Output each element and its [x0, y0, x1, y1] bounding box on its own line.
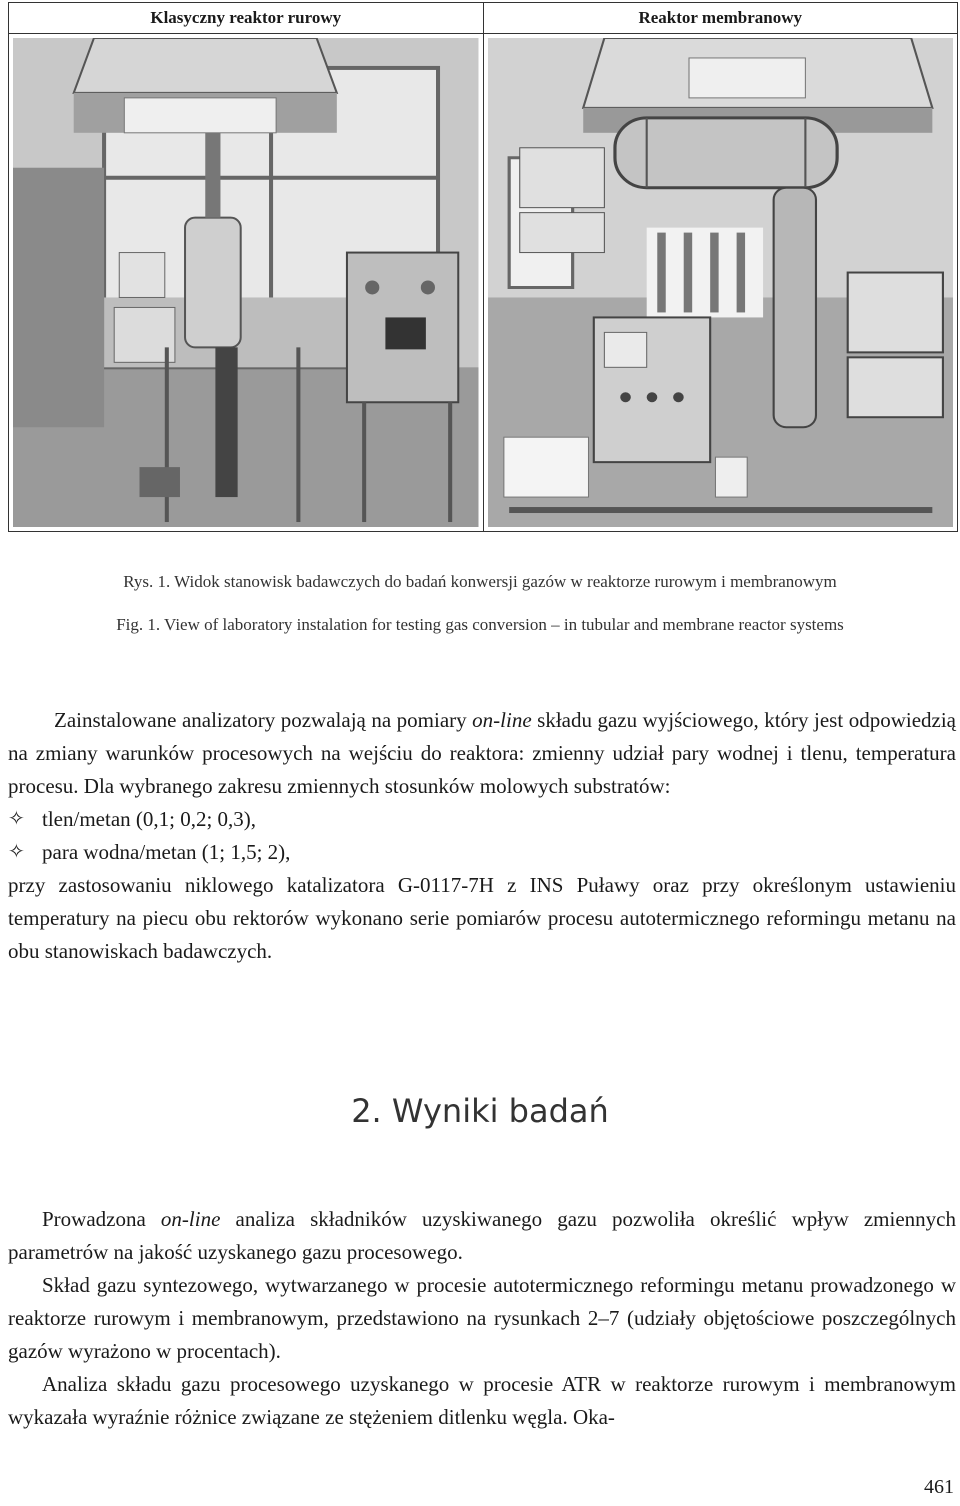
- paragraph-analyzers: [8, 704, 956, 968]
- results-paragraph-1: [8, 1203, 956, 1269]
- figure-caption-english: Fig. 1. View of laboratory instalation for testing gas conversion – in tubular and membrane reactor systems: [116, 615, 844, 634]
- membrane-reactor-photo: [488, 38, 954, 527]
- bullet-text-oxygen-methane: tlen/metan (0,1; 0,2; 0,3),: [42, 807, 257, 831]
- figure-right-column: [483, 3, 958, 531]
- four-point-star-icon: ✧: [8, 808, 25, 830]
- results-paragraph-2: Skład gazu syntezowego, wytwarzanego w procesie autotermicznego reformingu metanu prowadzonego w reaktorze rurowym i membranowym, przedstawiono na rysunkach 2–7 (udziały objętościowe poszczególnych gazów wyrażono w procentach).: [8, 1273, 956, 1363]
- results-paragraph-3: Analiza składu gazu procesowego uzyskanego w procesie ATR w reaktorze rurowym i membranowym wykazała wyraźnie różnice związane ze stężeniem ditlenku węgla. Oka-: [8, 1372, 956, 1429]
- paragraph-2: przy zastosowaniu niklowego katalizatora G-0117-7H z INS Puławy oraz przy określonym ustawieniu temperatury na piecu obu rektorów wykonano serie pomiarów procesu autotermicznego reformingu metanu na obu stanowiskach badawczych.: [8, 873, 956, 963]
- paragraph-1: [8, 704, 956, 803]
- results-p1-italic: on-line: [160, 1207, 221, 1231]
- paragraph-1-part-1: Zainstalowane analizatory pozwalają na pomiary: [54, 708, 473, 732]
- results-p1-part-2: analiza składników uzyskiwanego gazu pozwoliła określić wpływ zmiennych parametrów na jakość uzyskanego gazu procesowego.: [8, 1207, 956, 1264]
- results-p1-part-1: Prowadzona: [42, 1207, 161, 1231]
- figure-left-column: [9, 3, 483, 531]
- paragraph-1-italic: on-line: [472, 708, 532, 732]
- figure-frame: [8, 2, 958, 532]
- paragraph-1-part-2: składu gazu wyjściowego, który jest odpowiedzią na zmiany warunków procesowych na wejściu do reaktora: zmienny udział pary wodnej i tlenu, temperatura procesu. Dla wybranego zakresu zmiennych stosunków molowych substratów:: [8, 708, 956, 798]
- page-number: 461: [924, 1476, 954, 1498]
- four-point-star-icon: ✧: [8, 841, 25, 863]
- tubular-reactor-photo: [13, 38, 479, 527]
- bullet-text-steam-methane: para wodna/metan (1; 1,5; 2),: [42, 840, 291, 864]
- bullet-item: [8, 836, 956, 869]
- right-photo-header: Reaktor membranowy: [484, 3, 958, 34]
- figure-caption-polish: Rys. 1. Widok stanowisk badawczych do badań konwersji gazów w reaktorze rurowym i membranowym: [123, 572, 837, 591]
- section-heading: 2. Wyniki badań: [351, 1092, 609, 1130]
- bullet-item: [8, 803, 956, 836]
- left-photo-header: Klasyczny reaktor rurowy: [9, 3, 483, 34]
- results-text: [8, 1203, 956, 1434]
